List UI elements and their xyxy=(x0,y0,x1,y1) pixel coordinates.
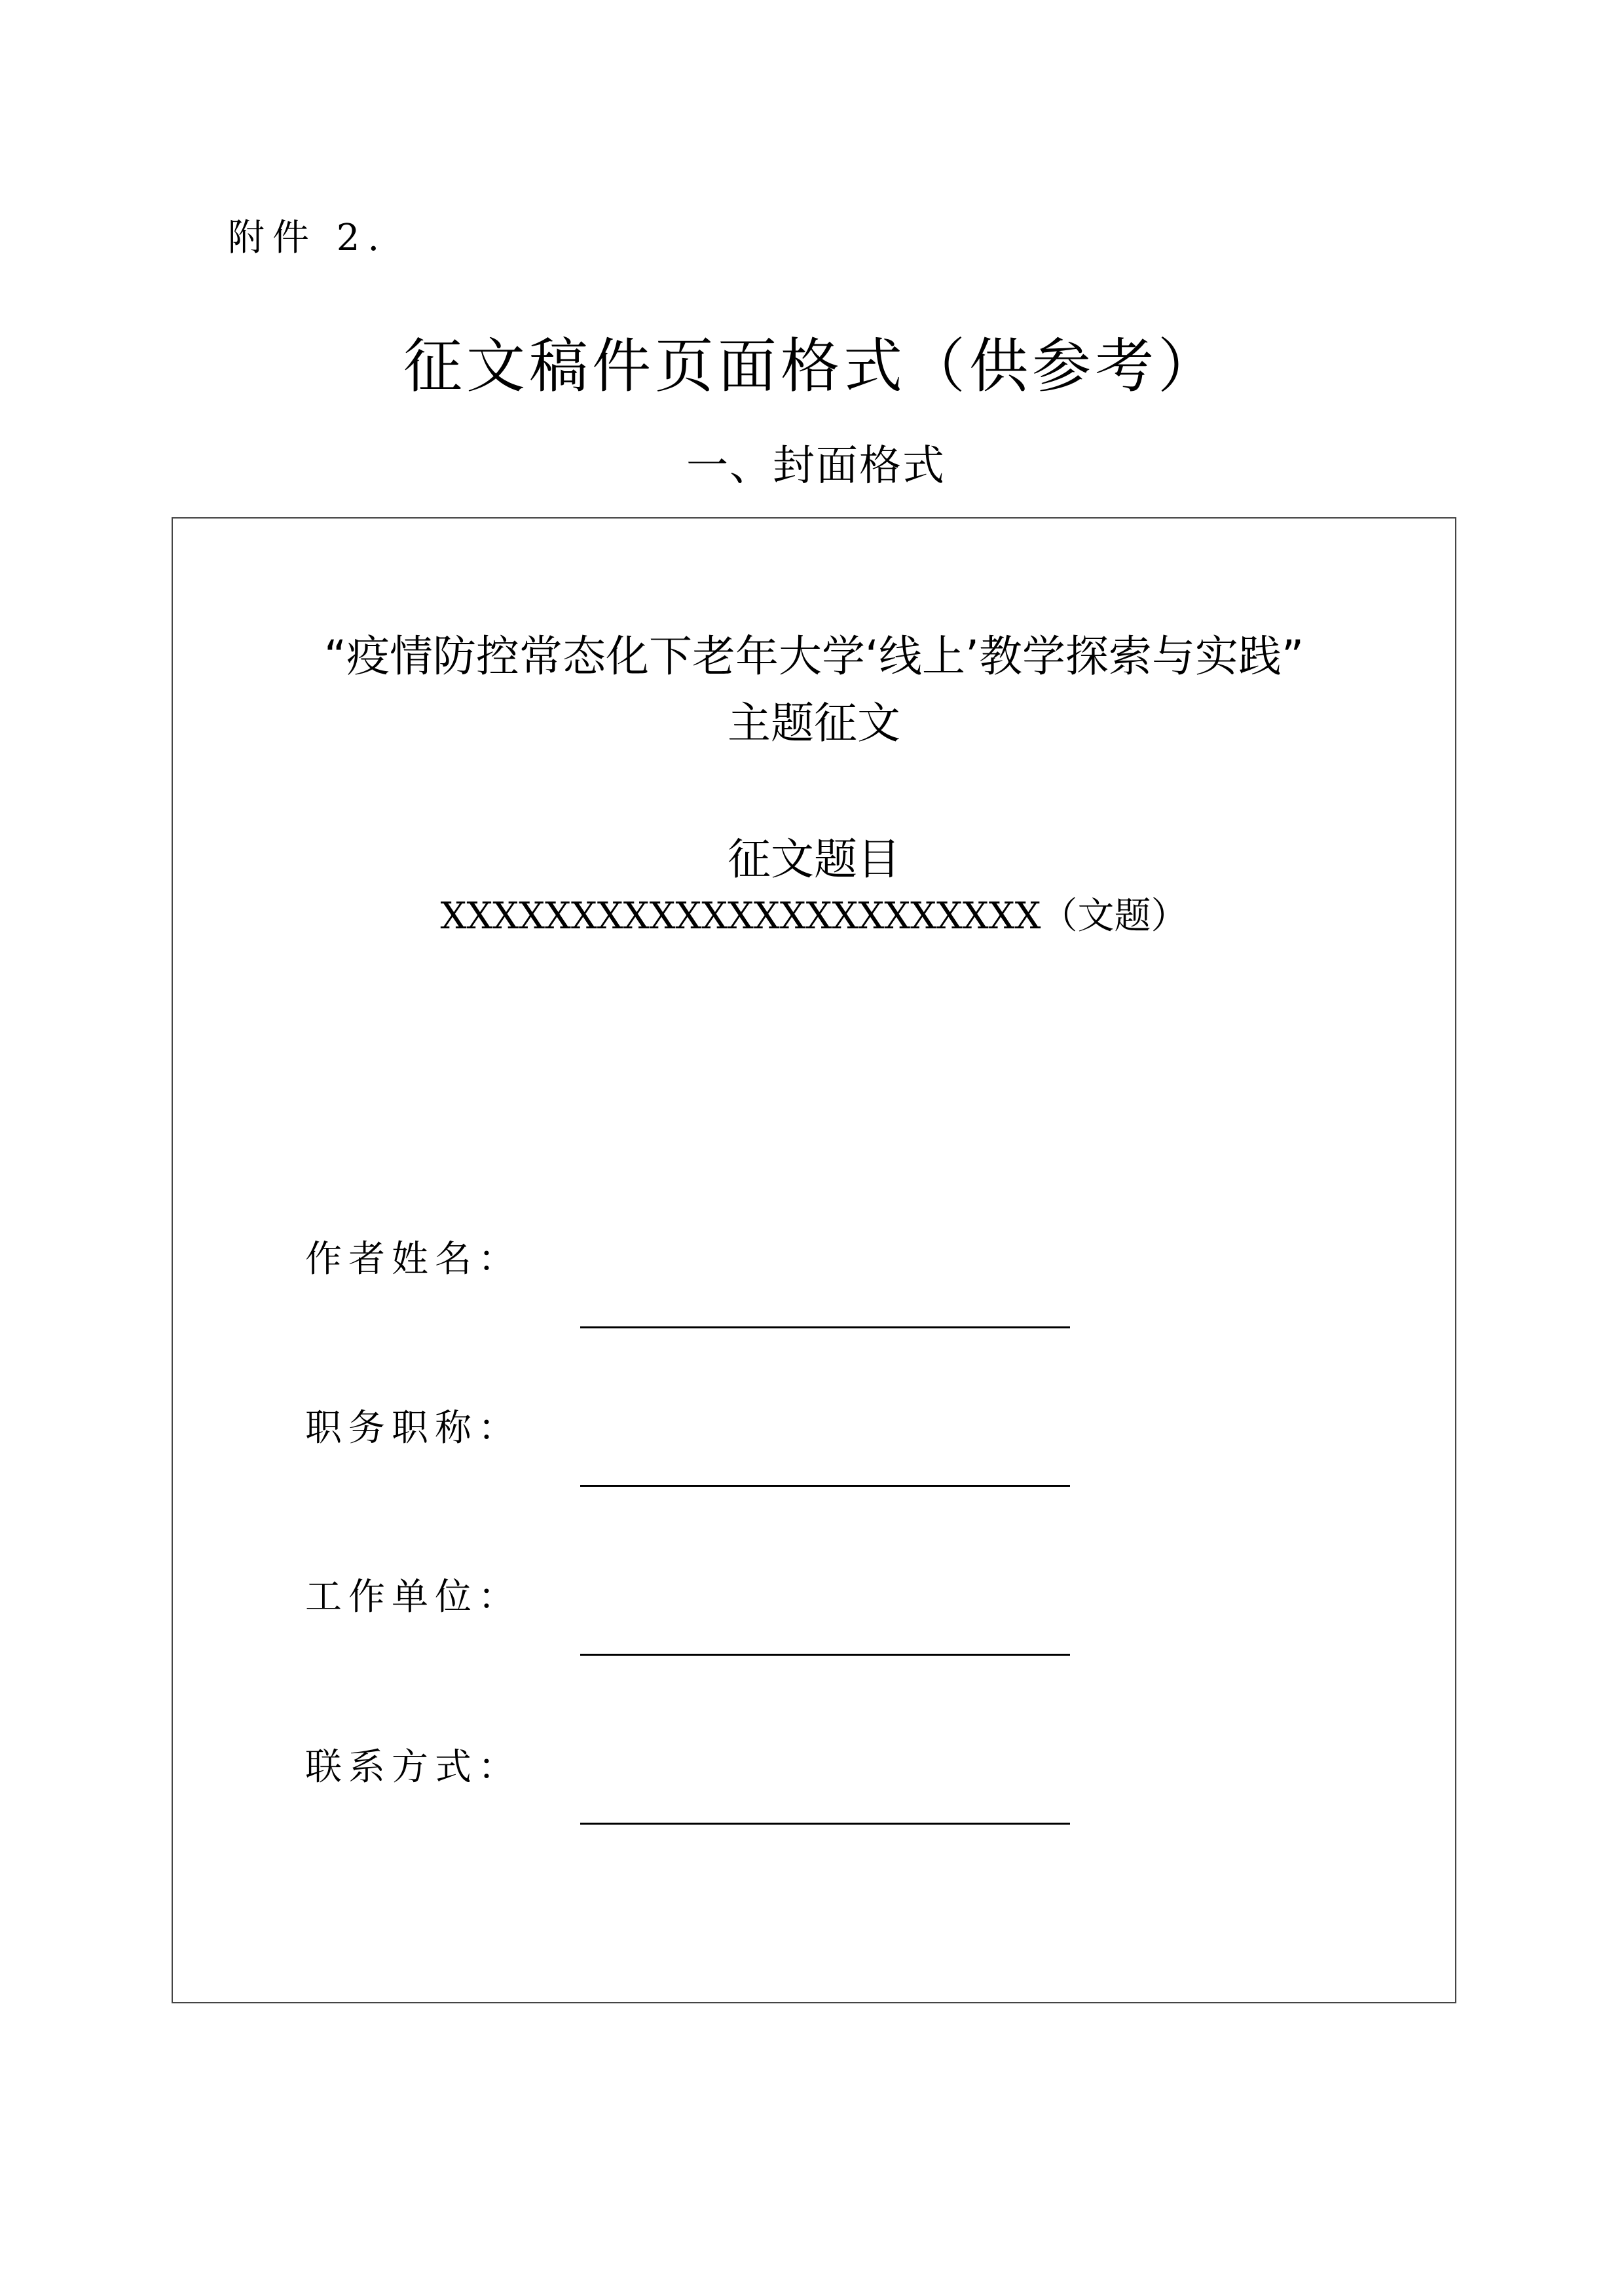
work-unit-blank xyxy=(580,1654,1070,1656)
contact-info-blank xyxy=(580,1823,1070,1825)
author-name-blank xyxy=(580,1326,1070,1328)
essay-title-placeholder: XXXXXXXXXXXXXXXXXXXXXXX（文题） xyxy=(440,895,1188,938)
section-title: 一、封面格式 xyxy=(686,442,946,490)
contact-info-label: 联系方式： xyxy=(305,1746,521,1789)
theme-title-line-2: 主题征文 xyxy=(728,698,900,748)
author-name-label: 作者姓名： xyxy=(305,1238,521,1281)
cover-box xyxy=(172,517,1456,2003)
position-title-blank xyxy=(580,1485,1070,1487)
position-title-label: 职务职称： xyxy=(305,1407,521,1449)
theme-title-line-1: “疫情防控常态化下老年大学‘线上’教学探索与实践” xyxy=(323,631,1304,682)
page-title: 征文稿件页面格式（供参考） xyxy=(403,332,1221,401)
essay-title-label: 征文题目 xyxy=(728,834,900,884)
attachment-label: 附件 2. xyxy=(228,217,388,259)
work-unit-label: 工作单位： xyxy=(305,1576,521,1618)
